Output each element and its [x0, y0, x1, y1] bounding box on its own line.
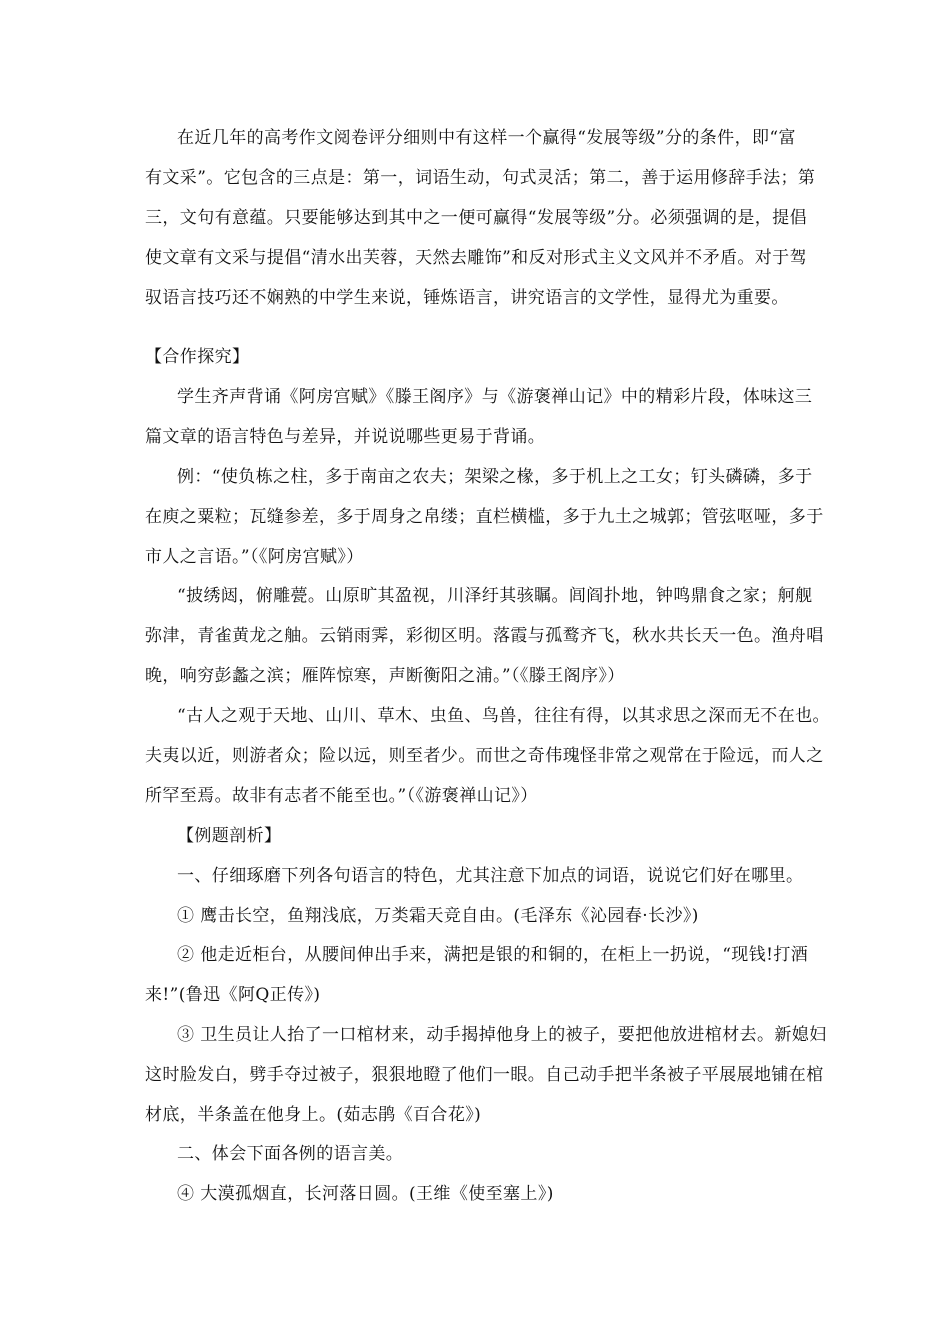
item-line: ① 鹰击长空，鱼翔浅底，万类霜天竞自由。(毛泽东《沁园春·长沙》)	[177, 906, 699, 926]
intro-line: 三，文句有意蕴。只要能够达到其中之一便可赢得“发展等级”分。必须强调的是，提倡	[145, 208, 807, 228]
example-line: 晚，响穷彭蠡之滨；雁阵惊寒，声断衡阳之浦。”（《滕王阁序》）	[145, 666, 625, 686]
intro-line: 使文章有文采与提倡“清水出芙蓉，天然去雕饰”和反对形式主义文风并不矛盾。对于驾	[145, 248, 807, 268]
example-line: 夫夷以近，则游者众；险以远，则至者少。而世之奇伟瑰怪非常之观常在于险远，而人之	[145, 746, 824, 766]
item-line: ③ 卫生员让人抬了一口棺材来，动手揭掉他身上的被子，要把他放进棺材去。新媳妇	[177, 1025, 827, 1045]
item-line: 来!”(鲁迅《阿Q正传》)	[145, 985, 321, 1005]
intro-line: 驭语言技巧还不娴熟的中学生来说，锤炼语言，讲究语言的文学性，显得尤为重要。	[145, 288, 789, 308]
question-line: 一、仔细琢磨下列各句语言的特色，尤其注意下加点的词语，说说它们好在哪里。	[177, 866, 804, 886]
item-line: 材底，半条盖在他身上。(茹志鹃《百合花》)	[145, 1105, 482, 1125]
task-line: 篇文章的语言特色与差异，并说说哪些更易于背诵。	[145, 427, 546, 447]
example-line: 所罕至焉。故非有志者不能至也。”（《游褒禅山记》）	[145, 786, 538, 806]
task-line: 学生齐声背诵《阿房宫赋》《滕王阁序》与《游褒禅山记》中的精彩片段，体味这三	[177, 387, 813, 407]
intro-line: 在近几年的高考作文阅卷评分细则中有这样一个赢得“发展等级”分的条件，即“富	[177, 128, 796, 148]
item-line: ④ 大漠孤烟直，长河落日圆。(王维《使至塞上》)	[177, 1184, 554, 1204]
section-heading-cooperation: 【合作探究】	[145, 347, 250, 367]
example-line: 弥津，青雀黄龙之舳。云销雨霁，彩彻区明。落霞与孤鹜齐飞，秋水共长天一色。渔舟唱	[145, 626, 824, 646]
example-line: 在庾之粟粒；瓦缝参差，多于周身之帛缕；直栏横槛，多于九土之城郭；管弦呕哑，多于	[145, 507, 824, 527]
item-line: ② 他走近柜台，从腰间伸出手来，满把是银的和铜的，在柜上一扔说，“现钱!打酒	[177, 945, 809, 965]
example-line: “古人之观于天地、山川、草木、虫鱼、鸟兽，往往有得，以其求思之深而无不在也。	[177, 706, 830, 726]
example-line: 例：“使负栋之柱，多于南亩之农夫；架梁之椽，多于机上之工女；钉头磷磷，多于	[177, 467, 813, 487]
example-line: 市人之言语。”（《阿房宫赋》）	[145, 547, 364, 567]
section-heading-analysis: 【例题剖析】	[177, 826, 282, 846]
question-line: 二、体会下面各例的语言美。	[177, 1144, 404, 1164]
intro-line: 有文采”。它包含的三点是：第一，词语生动，句式灵活；第二，善于运用修辞手法；第	[145, 168, 816, 188]
item-line: 这时脸发白，劈手夺过被子，狠狠地瞪了他们一眼。自己动手把半条被子平展展地铺在棺	[145, 1065, 824, 1085]
example-line: “披绣闼，俯雕甍。山原旷其盈视，川泽纡其骇瞩。闾阎扑地，钟鸣鼎食之家；舸舰	[177, 586, 813, 606]
